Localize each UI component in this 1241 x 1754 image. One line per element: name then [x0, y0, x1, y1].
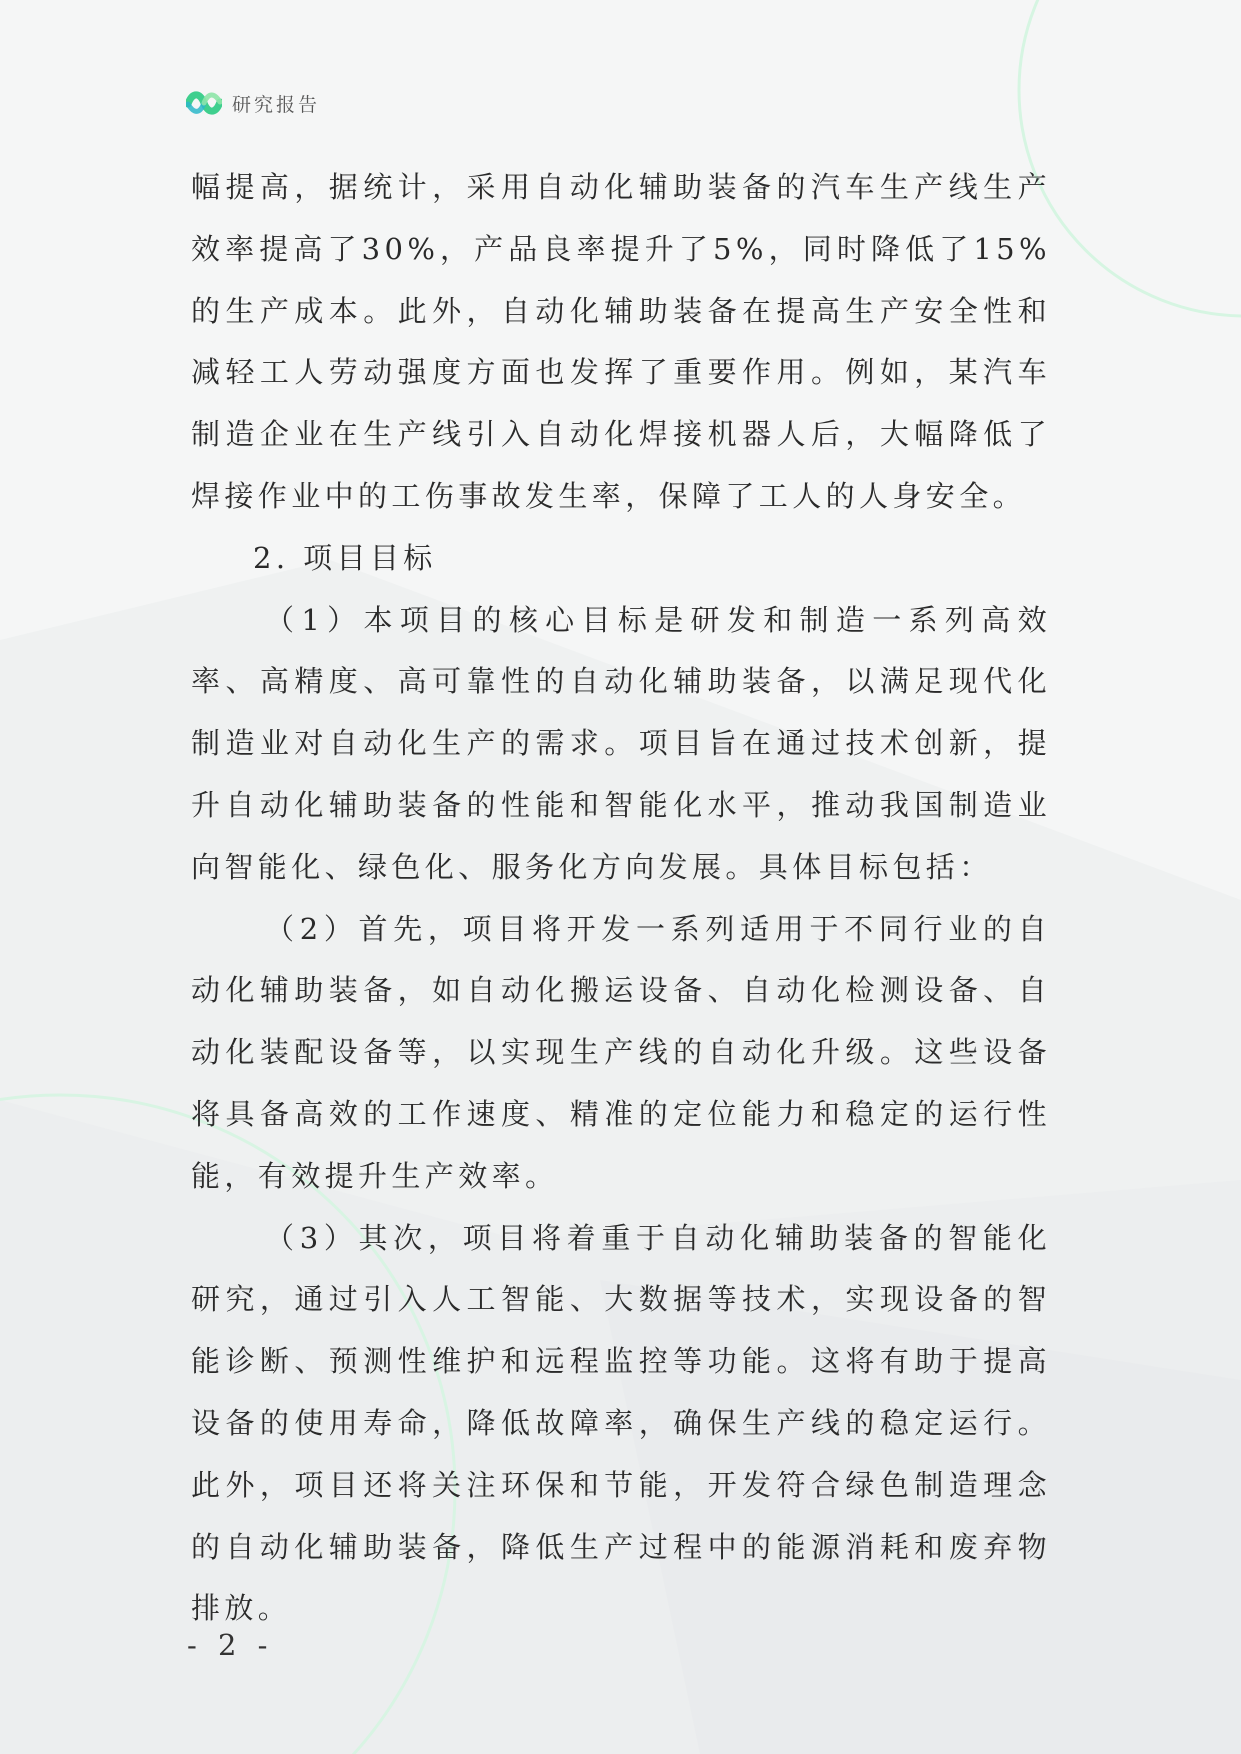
paragraph-goal-3: （3）其次，项目将着重于自动化辅助装备的智能化研究，通过引入人工智能、大数据等技术，实现设备的智能诊断、预测性维护和远程监控等功能。这将有助于提高设备的使用寿命，降低故障率，确保生产线的稳定运行。此外，项目还将关注环保和节能，开发符合绿色制造理念的自动化辅助装备，降低生产过程中的能源消耗和废弃物排放。: [191, 1220, 1051, 1626]
paragraph-goal-2: （2）首先，项目将开发一系列适用于不同行业的自动化辅助装备，如自动化搬运设备、自动化检测设备、自动化装配设备等，以实现生产线的自动化升级。这些设备将具备高效的工作速度、精准的定位能力和稳定的运行性能，有效提升生产效率。: [191, 911, 1051, 1193]
paragraph-goal-1: （1）本项目的核心目标是研发和制造一系列高效率、高精度、高可靠性的自动化辅助装备，以满足现代化制造业对自动化生产的需求。项目旨在通过技术创新，提升自动化辅助装备的性能和智能化水平，推动我国制造业向智能化、绿色化、服务化方向发展。具体目标包括：: [191, 602, 1051, 884]
page-number: - 2 -: [187, 1628, 274, 1662]
section-heading: 2. 项目目标: [253, 540, 437, 575]
brand-logo-icon: [186, 88, 222, 118]
document-body: [191, 157, 1051, 1640]
brand-label: 研究报告: [232, 93, 321, 116]
paragraph-intro-continued: 幅提高，据统计，采用自动化辅助装备的汽车生产线生产效率提高了30%，产品良率提升了5%，同时降低了15%的生产成本。此外，自动化辅助装备在提高生产安全性和减轻工人劳动强度方面也发挥了重要作用。例如，某汽车制造企业在生产线引入自动化焊接机器人后，大幅降低了焊接作业中的工伤事故发生率，保障了工人的人身安全。: [191, 170, 1051, 513]
report-header: [186, 88, 320, 118]
